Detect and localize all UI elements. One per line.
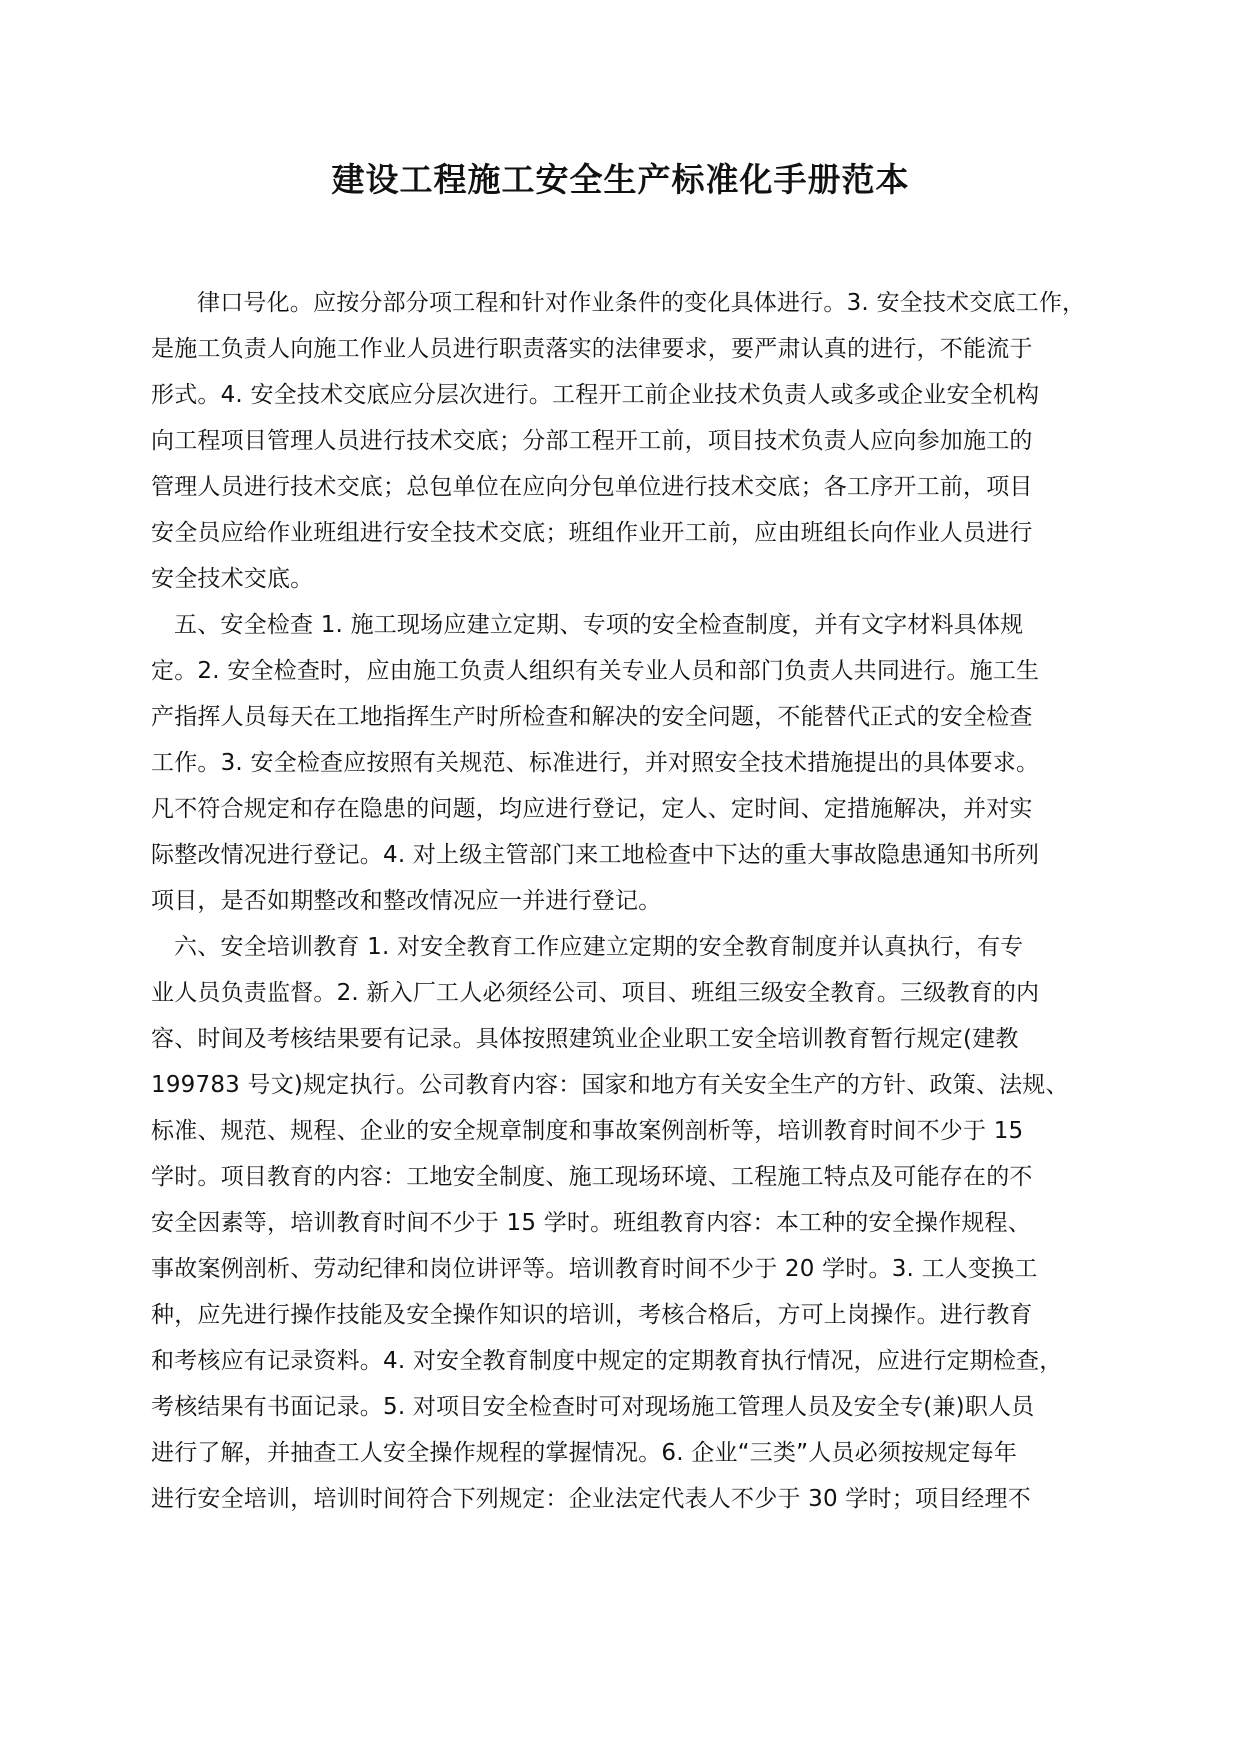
body-line: 向工程项目管理人员进行技术交底；分部工程开工前，项目技术负责人应向参加施工的 [151, 428, 1033, 454]
body-line: 和考核应有记录资料。4. 对安全教育制度中规定的定期教育执行情况，应进行定期检查， [151, 1348, 1063, 1374]
body-line: 进行了解，并抽查工人安全操作规程的掌握情况。6. 企业“三类”人员必须按规定每年 [151, 1440, 1018, 1466]
body-line: 是施工负责人向施工作业人员进行职责落实的法律要求，要严肃认真的进行，不能流于 [151, 336, 1033, 362]
body-line: 学时。项目教育的内容：工地安全制度、施工现场环境、工程施工特点及可能存在的不 [151, 1164, 1033, 1190]
body-line: 律口号化。应按分部分项工程和针对作业条件的变化具体进行。3. 安全技术交底工作， [197, 290, 1086, 316]
body-line: 容、时间及考核结果要有记录。具体按照建筑业企业职工安全培训教育暂行规定(建教 [151, 1026, 1019, 1052]
body-line: 工作。3. 安全检查应按照有关规范、标准进行，并对照安全技术措施提出的具体要求。 [151, 750, 1040, 776]
body-line: 安全技术交底。 [151, 566, 314, 592]
body-line: 安全因素等，培训教育时间不少于 15 学时。班组教育内容：本工种的安全操作规程、 [151, 1210, 1031, 1236]
body-line: 五、安全检查 1. 施工现场应建立定期、专项的安全检查制度，并有文字材料具体规 [174, 612, 1024, 638]
body-line: 种，应先进行操作技能及安全操作知识的培训，考核合格后，方可上岗操作。进行教育 [151, 1302, 1033, 1328]
body-line: 事故案例剖析、劳动纪律和岗位讲评等。培训教育时间不少于 20 学时。3. 工人变换工 [151, 1256, 1038, 1282]
body-line: 考核结果有书面记录。5. 对项目安全检查时可对现场施工管理人员及安全专(兼)职人员 [151, 1394, 1035, 1420]
body-line: 定。2. 安全检查时，应由施工负责人组织有关专业人员和部门负责人共同进行。施工生 [151, 658, 1040, 684]
document-title: 建设工程施工安全生产标准化手册范本 [331, 160, 910, 199]
body-line: 项目，是否如期整改和整改情况应一并进行登记。 [151, 888, 662, 914]
document-body [151, 280, 1091, 1522]
body-line: 199783 号文)规定执行。公司教育内容：国家和地方有关安全生产的方针、政策、法规、 [151, 1072, 1069, 1098]
body-line: 凡不符合规定和存在隐患的问题，均应进行登记，定人、定时间、定措施解决，并对实 [151, 796, 1033, 822]
body-line: 六、安全培训教育 1. 对安全教育工作应建立定期的安全教育制度并认真执行，有专 [174, 934, 1024, 960]
body-line: 管理人员进行技术交底；总包单位在应向分包单位进行技术交底；各工序开工前，项目 [151, 474, 1033, 500]
body-line: 产指挥人员每天在工地指挥生产时所检查和解决的安全问题，不能替代正式的安全检查 [151, 704, 1033, 730]
body-line: 际整改情况进行登记。4. 对上级主管部门来工地检查中下达的重大事故隐患通知书所列 [151, 842, 1040, 868]
body-line: 进行安全培训，培训时间符合下列规定：企业法定代表人不少于 30 学时；项目经理不 [151, 1486, 1031, 1512]
body-line: 形式。4. 安全技术交底应分层次进行。工程开工前企业技术负责人或多或企业安全机构 [151, 382, 1040, 408]
body-line: 安全员应给作业班组进行安全技术交底；班组作业开工前，应由班组长向作业人员进行 [151, 520, 1033, 546]
body-line: 标准、规范、规程、企业的安全规章制度和事故案例剖析等，培训教育时间不少于 15 [151, 1118, 1024, 1144]
body-line: 业人员负责监督。2. 新入厂工人必须经公司、项目、班组三级安全教育。三级教育的内 [151, 980, 1040, 1006]
